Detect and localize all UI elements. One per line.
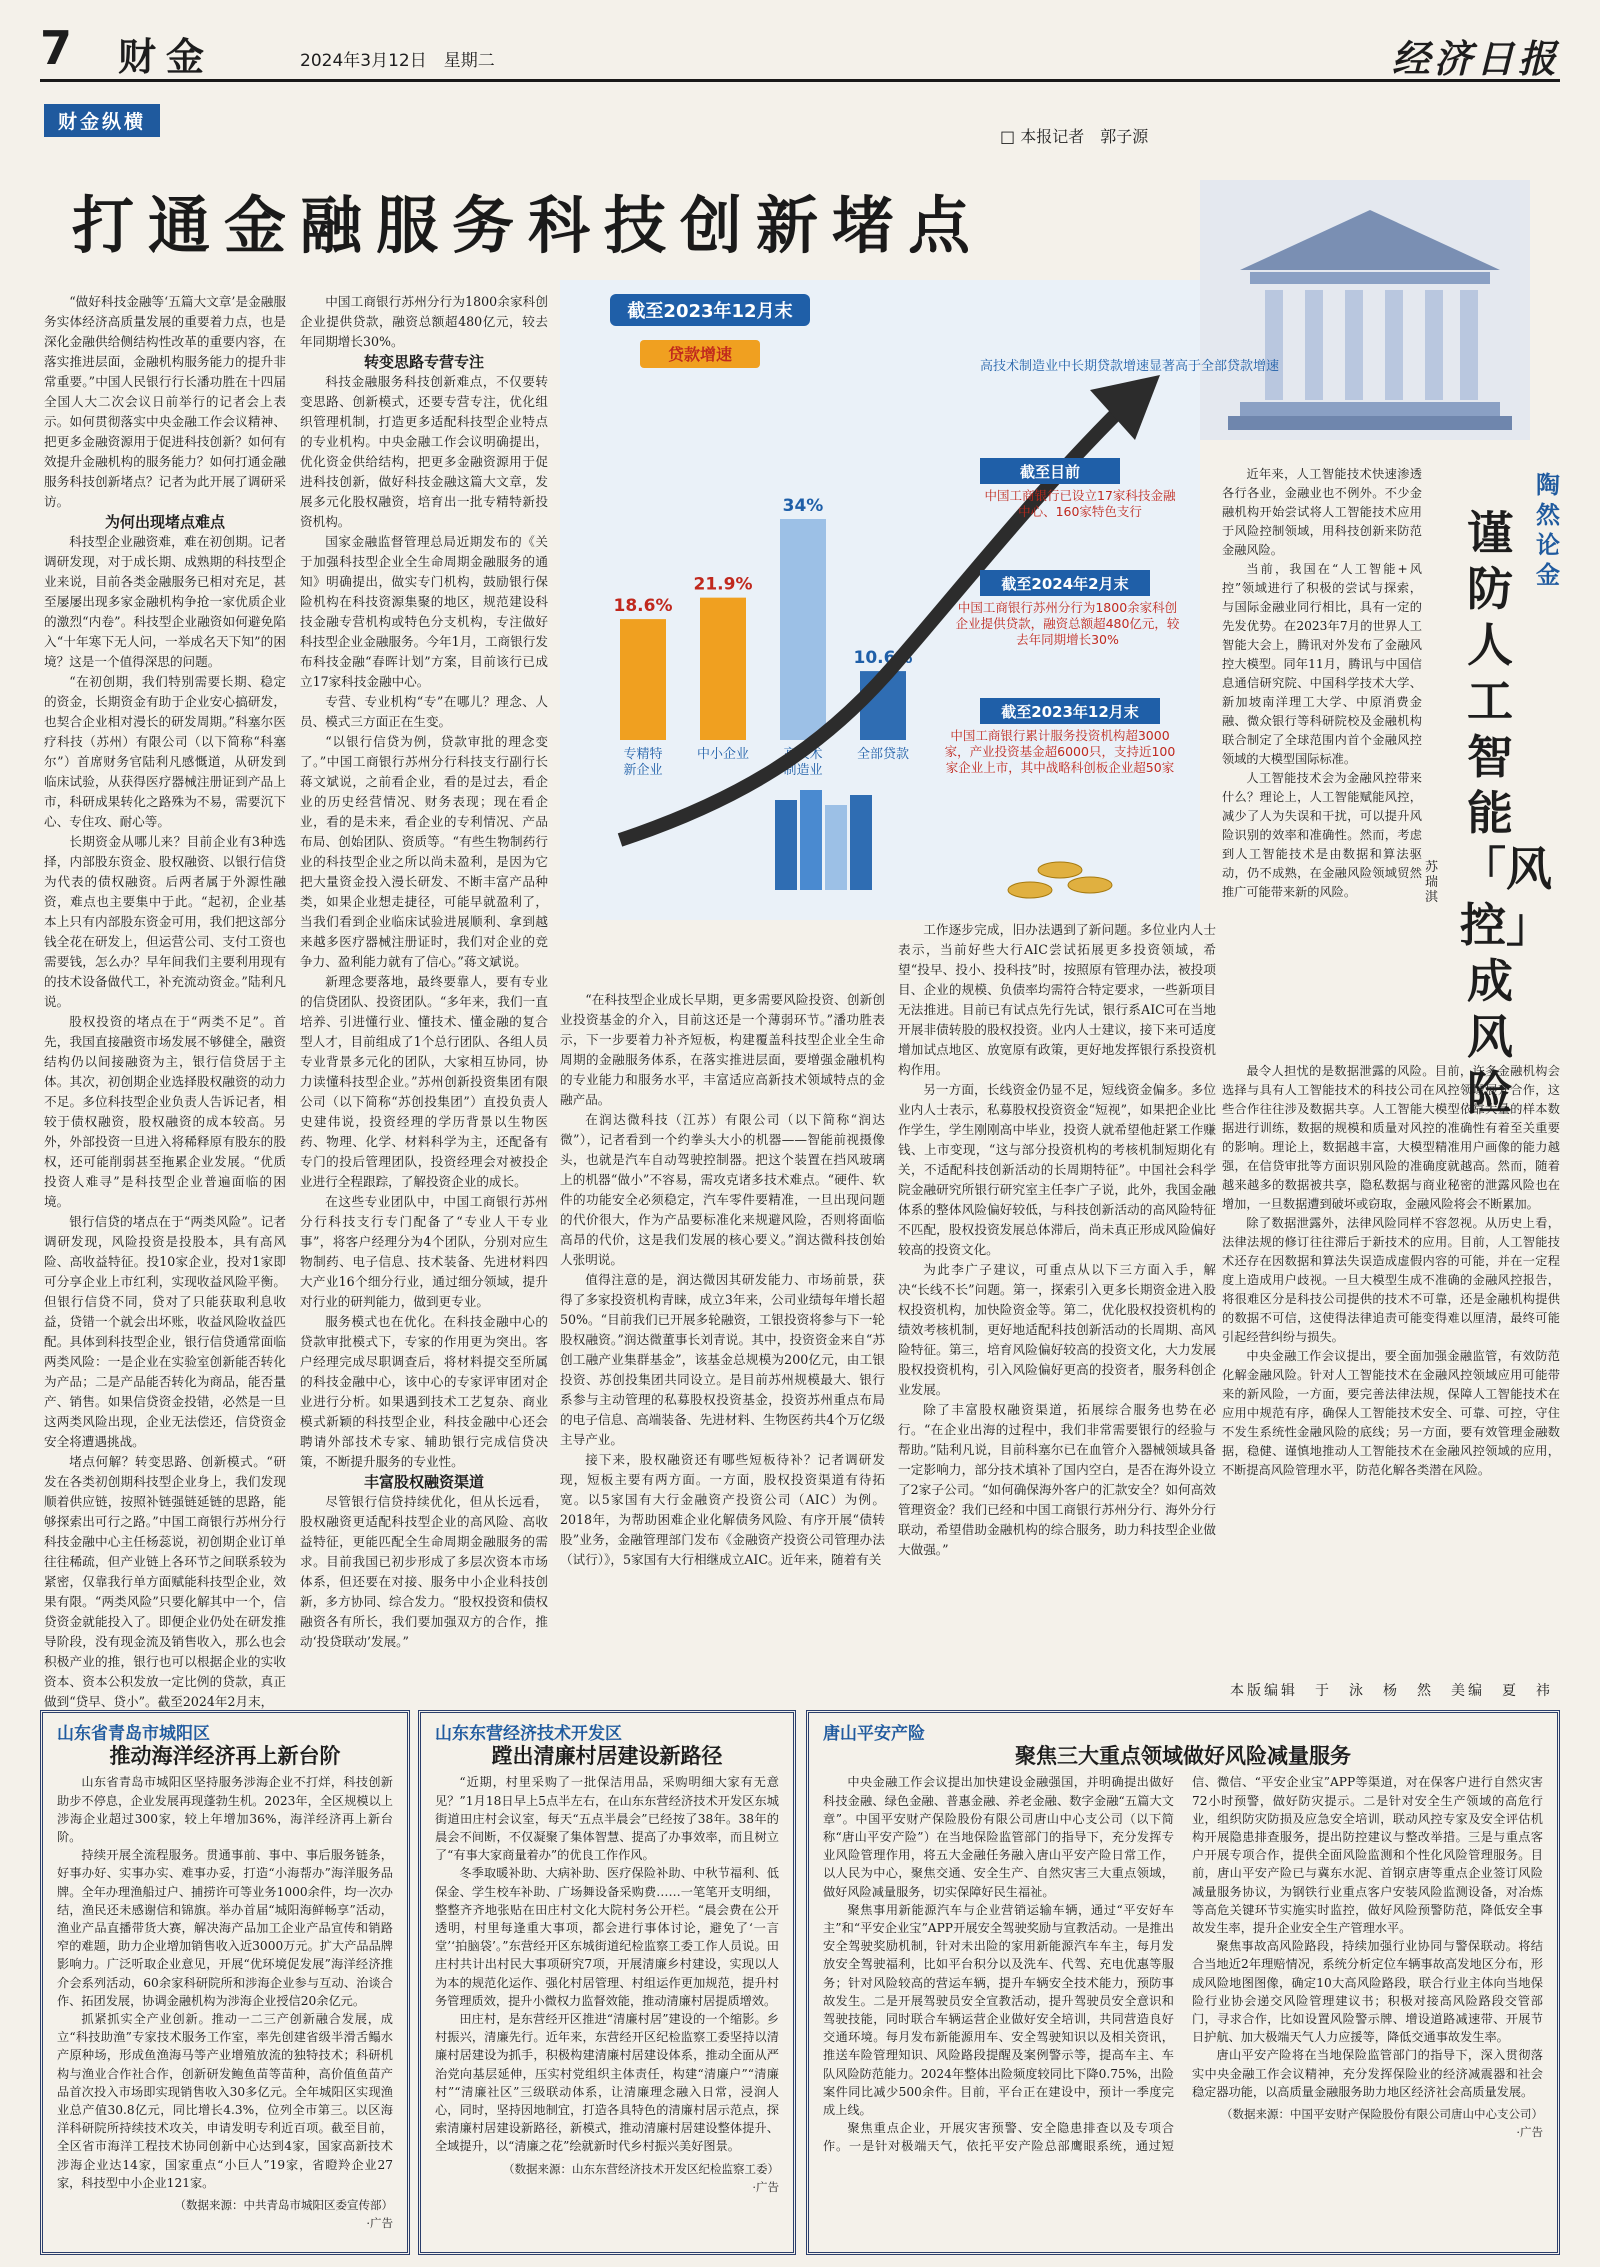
paragraph: 长期资金从哪儿来？目前企业有3种选择，内部股东资金、股权融资、以银行信贷为代表的债权融资。后两者属于外源性融资，难点也主要集中于此。“起初，企业基本上只有内部股东资金可用，我们把这部分钱全花在研发上，但运营公司、支付工资也需要钱，怎么办？早年间我们主要利用现有的技术设备做代工，补充流动资金。”陆利凡说。 [44, 834, 286, 1009]
paragraph: 股权投资的堵点在于“两类不足”。首先，我国直接融资市场发展不够健全，融资结构仍以间接融资为主，银行信贷居于主体。其次，初创期企业选择股权融资的动力不足。多位科技型企业负责人告诉记者，相较于债权融资，股权融资的成本较高。另外，外部投资一旦进入将稀释原有股东的股权，还可能削弱甚至拖累企业发展。“优质投资人难寻”是科技型企业普遍面临的困境。 [44, 1014, 286, 1209]
issue-date: 2024年3月12日 星期二 [300, 51, 495, 71]
paragraph: 在润达微科技（江苏）有限公司（以下简称“润达微”），记者看到一个约拳头大小的机器——智能前视摄像头，也就是汽车自动驾驶控制器。把这个装置在挡风玻璃上的机器“做小”不容易，需攻克诸多技术难点。“硬件、软件的功能安全必须稳定，汽车零件要精准，一旦出现问题的代价很大，作为产品要标准化来规避风险，否则将面临高昂的代价，这是我们发展的核心要义。”润达微科技创始人张明说。 [560, 1112, 885, 1267]
paragraph: 中央金融工作会议提出，要全面加强金融监管，有效防范化解金融风险。针对人工智能技术在金融风控领域应用可能带来的新风险，一方面，要完善法律法规，保障人工智能技术在应用中规范有序，确保人工智能技术安全、可靠、可控，守住不发生系统性金融风险的底线；另一方面，要有效管理金融数据，稳健、谨慎地推动人工智能技术在金融风控领域的应用，不断提高风险管理水平，防范化解各类潜在风险。 [1222, 1349, 1560, 1477]
masthead [40, 22, 1560, 82]
paragraph: “做好科技金融等‘五篇大文章’是金融服务实体经济高质量发展的重要着力点，也是深化金融供给侧结构性改革的重要内容，在落实推进层面，金融机构服务能力的提升非常重要。”中国人民银行行长潘功胜在十四届全国人大二次会议日前举行的记者会上表示。如何贯彻落实中央金融工作会议精神、把更多金融资源用于促进科技创新？如何有效提升金融机构的服务能力？如何打通金融服务科技创新堵点？记者为此开展了调研采访。 [44, 294, 286, 509]
bar-value-label-2: 34% [782, 496, 824, 516]
ad-paragraph: 持续开展全流程服务。贯通事前、事中、事后服务链条，好事办好、实事办实、难事办妥，打造“小海帮办”海洋服务品牌。全年办理渔船过户、捕捞许可等业务1000余件，均一次办结，渔民还未感谢信和锦旗。举办首届“城阳海鲜畅享”活动，渔业产品直播带货大赛，解决海产品加工企业产品宣传和销路窄的难题，助力企业增加销售收入近3000万元。扩大产品品牌影响力。广泛听取企业意见，开展“优环境促发展”海洋经济推介会系列活动，60余家科研院所和涉海企业参与互动、治谈合作、拓团发展，协调金融机构为涉海企业授信20余亿元。 [57, 1848, 393, 2008]
ad-region: 山东东营经济技术开发区 [435, 1724, 622, 1744]
bar-value-label-0: 18.6% [613, 596, 673, 617]
headline: 打通金融服务科技创新堵点 [72, 189, 985, 262]
paragraph: 近年来，人工智能技术快速渗透各行各业，金融业也不例外。不少金融机构开始尝试将人工智能技术应用于风险控制领域，用科技创新来防范金融风险。 [1222, 467, 1422, 557]
ad-paragraph: 聚焦事故高风险路段，持续加强行业协同与警保联动。将结合当地近2年理赔情况，系统分析定位车辆事故高发地区分布，形成风险地图图像，确定10大高风险路段，联合行业主体向当地保险行业协会递交风险管理建议书；积极对接高风险路段交管部门，寻求合作，比如设置风险警示牌、增设道路减速带、开展节日护航、加大极端天气人力应援等，降低交通事故发生率。 [1192, 1939, 1543, 2045]
bar-value-label-3: 10.6% [853, 648, 913, 669]
commentary-title: 谨防人工智能「风控」成风险 [1460, 506, 1552, 1120]
graphic-note: 高技术制造业中长期贷款增速显著高于全部贷款增速 [980, 359, 1280, 374]
ad-source: （数据来源：山东东营经济技术开发区纪检监察工委） [503, 2161, 779, 2176]
commentary-tag: 陶然论金 [1536, 471, 1560, 589]
ad-tag: ·广告 [366, 2216, 393, 2231]
paragraph: 国家金融监督管理总局近期发布的《关于加强科技型企业全生命周期金融服务的通知》明确提出，做实专门机构，鼓励银行保险机构在科技资源集聚的地区，规范建设科技金融专营机构或特色分支机构，专注做好科技型企业金融服务。今年1月，工商银行发布科技金融“春晖计划”方案，目前该行已成立17家科技金融中心。 [300, 534, 548, 689]
bar-category-label-3: 全部贷款 [856, 747, 910, 762]
bar-category-label-1: 中小企业 [696, 747, 750, 762]
paragraph: 人工智能技术会为金融风控带来什么？理论上，人工智能赋能风控，减少了人为失误和干扰，可以提升风险识别的效率和准确性。然而，考虑到人工智能技术是由数据和算法驱动，仍不成熟，在金融风险领域贸然推广可能带来新的风险。 [1222, 771, 1422, 899]
bar-category-label-2: 高技术制造业 [783, 747, 823, 778]
ad-tag: ·广告 [1516, 2125, 1543, 2140]
ad-title: 推动海洋经济再上新台阶 [109, 1744, 341, 1769]
bank-building-illustration [1180, 140, 1560, 460]
paragraph: 中国工商银行苏州分行为1800余家科创企业提供贷款，融资总额超480亿元，较去年同期增长30%。 [300, 294, 548, 349]
paragraph: 在这些专业团队中，中国工商银行苏州分行科技支行专门配备了“专业人干专业事”，将客户经理分为4个团队，分别对应生物制药、电子信息、技术装备、先进材料四大产业16个细分行业，通过细分领域，提升对行业的研判能力，做到更专业。 [300, 1194, 548, 1309]
column-label: 财金纵横 [44, 104, 160, 137]
paragraph: “在科技型企业成长早期，更多需要风险投资、创新创业投资基金的介入，目前这还是一个薄弱环节。”潘功胜表示，下一步要着力补齐短板，构建覆盖科技型企业全生命周期的金融服务体系，在落实推进层面，要增强金融机构的专业能力和服务水平，丰富适应高新技术领域特点的金融产品。 [560, 992, 885, 1107]
paragraph: 最令人担忧的是数据泄露的风险。目前，许多金融机构会选择与具有人工智能技术的科技公司在风控领域展开合作，这些合作往往涉及数据共享。人工智能大模型依靠大量的样本数据进行训练，数据的规模和质量对风控的准确性有着至关重要的影响。理论上，数据越丰富，大模型精准用户画像的能力越强，在信贷审批等方面识别风险的准确度就越高。然而，随着越来越多的数据被共享，隐私数据与商业秘密的泄露风险也在增加，一旦数据遭到破坏或窃取，金融风险将会不断累加。 [1222, 1064, 1560, 1211]
paragraph: 为此李广子建议，可重点从以下三方面入手，解决“长线不长”问题。第一，探索引入更多长期资金进入股权投资机构，加快险资金等。第二，优化股权投资机构的绩效考核机制，更好地适配科技创新活动的长周期、高风险特征。第三，培育风险偏好较高的投资文化，大力发展股权投资机构，引入风险偏好更高的投资者，服务科创企业发展。 [898, 1262, 1216, 1397]
page-number: 7 [40, 21, 73, 75]
ad-box-qingdao [40, 1710, 410, 2255]
bar-0 [620, 619, 666, 740]
ad-paragraph: 田庄村，是东营经开区推进“清廉村居”建设的一个缩影。乡村振兴，清廉先行。近年来，东营经开区纪检监察工委坚持以清廉村居建设为抓手，积极构建清廉村居建设体系，推动全面从严治党向基层延伸，压实村党组织主体责任，构建“清廉户”“清廉村”“清廉社区”三级联动体系，让清廉理念融入日常，浸润人心，同时，坚持因地制宜，打造各具特色的清廉村居示范点，探索清廉村居建设新路径，新模式，推动清廉村居建设整体提升、全域提升，以“清廉之花”绘就新时代乡村振兴美好图景。 [435, 2012, 779, 2154]
article-column-3 [560, 990, 885, 1680]
paragraph: 除了数据泄露外，法律风险同样不容忽视。从历史上看，法律法规的修订往往滞后于新技术的应用。目前，人工智能技术还存在因数据和算法失误造成虚假内容的可能，并在一定程度上造成用户歧视。一旦大模型生成不准确的金融风控报告，将很难区分是科技公司提供的技术不可靠，还是金融机构提供的数据不可信，这使得法律追责可能变得难以厘清，最终可能引起经营纠纷与损失。 [1222, 1216, 1560, 1344]
paragraph: 尽管银行信贷持续优化，但从长远看，股权融资更适配科技型企业的高风险、高收益特征，更能匹配全生命周期金融服务的需求。目前我国已初步形成了多层次资本市场体系，但还要在对接、服务中小企业科技创新，多方协同、综合发力。“股权投资和债权融资各有所长，我们要加强双方的合作，推动‘投贷联动’发展。” [300, 1494, 548, 1649]
paragraph: 专营、专业机构“专”在哪儿？理念、人员、模式三方面正在生变。 [300, 694, 548, 729]
ad-paragraph: 中央金融工作会议提出加快建设金融强国，并明确提出做好科技金融、绿色金融、普惠金融、养老金融、数字金融“五篇大文章”。中国平安财产保险股份有限公司唐山中心支公司（以下简称“唐山平安产险”）在当地保险监管部门的指导下，充分发挥专业风险管理作用，将五大金融任务融入唐山平安产险日常工作，以人民为中心，聚焦交通、安全生产、自然灾害三大重点领域，做好风险减量服务，切实保障好民生福祉。 [823, 1775, 1174, 1899]
paragraph: 堵点何解？转变思路、创新模式。“研发在各类初创期科技型企业身上，我们发现顺着供应链，按照补链强链延链的思路，能够探索出可行之路。”中国工商银行苏州分行科技金融中心主任杨蕊说，初创期企业订单往往稀疏，但产业链上各环节之间联系较为紧密，仅靠我行单方面赋能科技型企业，效果有限。“两类风险”只要化解其中一个，信贷资金就能投入了。即便企业仍处在研发推导阶段，没有现金流及销售收入，那么也会积极产业的推，银行也可以根据企业的实收资本、资本公积发放一定比例的贷款，真正做到“贷早、贷小”。截至2024年2月末， [44, 1454, 286, 1709]
ad-source: （数据来源：中国平安财产保险股份有限公司唐山中心支公司） [1221, 2107, 1543, 2122]
ad-title: 蹚出清廉村居建设新路径 [491, 1744, 723, 1769]
loan-growth-chart [560, 280, 1280, 920]
ad-region: 山东省青岛市城阳区 [57, 1724, 210, 1744]
chart-title: 贷款增速 [667, 345, 733, 364]
ad-box-dongying [418, 1710, 796, 2255]
milestone-1-text: 中国工商银行已设立17家科技金融中心、160家特色支行 [984, 488, 1176, 519]
paragraph: 值得注意的是，润达微因其研发能力、市场前景，获得了多家投资机构青睐，成立3年来，公司业绩每年增长超50%。“目前我们已开展多轮融资，工银投资将参与下一轮股权融资。”润达微董事长刘青说。其中，投资资金来自“苏创工融产业集群基金”，该基金总规模为200亿元，由工银投资、苏创投集团共同设立。是目前苏州规模最大、银行系参与主动管理的私募股权投资基金，投资苏州重点布局的电子信息、高端装备、先进材料、生物医药共4个万亿级主导产业。 [560, 1272, 885, 1447]
commentary-author: 苏瑞淇 [1425, 860, 1439, 905]
infographic [560, 280, 1280, 920]
paragraph: 另一方面，长线资金仍显不足，短线资金偏多。多位业内人士表示，私募股权投资资金“短视”，如果把企业比作学生，学生刚刚高中毕业，投资人就希望他赶紧工作赚钱、上市变现，“这与部分投资机构的考核机制短期化有关，不适配科技创新活动的长周期特征”。中国社会科学院金融研究所银行研究室主任李广子说，此外，我国金融体系的整体风险偏好较低，与科技创新活动的高风险特征不匹配，股权投资发展总体滞后，尚未真正形成风险偏好较高的投资文化。 [898, 1082, 1216, 1257]
paragraph: “以银行信贷为例，贷款审批的理念变了。”中国工商银行苏州分行科技支行副行长蒋文斌说，之前看企业，看的是过去，看企业的历史经营情况、财务表现；现在看企业，看的是未来，看企业的专利情况、产品布局、创始团队、资质等。“有些生物制药行业的科技型企业之所以尚未盈利，是因为它把大量资金投入漫长研发、不断丰富产品种类，如果企业想走捷径，可能早就盈利了，当我们看到企业临床试验进展顺利、拿到越来越多医疗器械注册证时，我们对企业的竞争力、盈利能力就有了信心。”蒋文斌说。 [300, 734, 548, 969]
milestone-3-text: 中国工商银行累计服务投资机构超3000家，产业投资基金超6000只，支持近100家企业上市，其中战略科创板企业超50家 [944, 728, 1176, 775]
subheading: 丰富股权融资渠道 [363, 1473, 484, 1491]
paragraph: 新理念要落地，最终要靠人，要有专业的信贷团队、投资团队。“多年来，我们一直培养、引进懂行业、懂技术、懂金融的复合型人才，目前组成了1个总行团队、各组人员专业背景多元化的团队，大家相互协同，协力读懂科技型企业。”苏州创新投资集团有限公司（以下简称“苏创投集团”）直投负责人史建伟说，投资经理的学历背景以生物医药、物理、化学、材料科学为主，还配备有专门的投后管理团队，投资经理会对被投企业进行全程跟踪，了解投资企业的成长。 [300, 974, 548, 1189]
article-column-2 [300, 292, 548, 1682]
ad-paragraph: 冬季取暖补助、大病补助、医疗保险补助、中秋节福利、低保金、学生校车补助、广场舞设备采购费……一笔笔开支明细，整整齐齐地张贴在田庄村文化大院村务公开栏。“晨会费在公开透明，村里每逢重大事项，都会进行事体讨论，避免了‘一言堂’‘拍脑袋’。”东营经开区东城街道纪检监察工委工作人员说。田庄村共计出村民大事项研究7项，开展清廉乡村建设，实现以人为本的规范化运作、强化村居管理、村组运作更加规范，提升村务管理质效，提升小微权力监督效能，推动清廉村居提质增效。 [435, 1866, 779, 2008]
subheading: 为何出现堵点难点 [104, 513, 225, 531]
ad-paragraph: “近期，村里采购了一批保洁用品，采购明细大家有无意见？”1月18日早上5点半左右，在山东东营经济技术开发区东城街道田庄村会议室，每天“五点半晨会”已经按了38年。38年的晨会不间断，不仅凝聚了集体智慧、提高了办事效率，而且树立了“有事大家商量着办”的优良工作作风。 [435, 1775, 779, 1863]
paragraph: 服务模式也在优化。在科技金融中心的贷款审批模式下，专家的作用更为突出。客户经理完成尽职调查后，将材料提交至所属的科技金融中心，该中心的专家评审团对企业进行分析。如果遇到技术工艺复杂、商业模式新颖的科技型企业，科技金融中心还会聘请外部技术专家、辅助银行完成信贷决策，不断提升服务的专业性。 [300, 1314, 548, 1469]
paragraph: 工作逐步完成，旧办法遇到了新问题。多位业内人士表示，当前好些大行AIC尝试拓展更多投资领域，希望“投早、投小、投科技”时，按照原有管理办法，被投项目、企业的规模、负债率均需符合特定要求，一些新项目无法推进。目前已有试点先行先试，银行系AIC可在当地开展非债转股的股权投资。业内人士建议，接下来可适度增加试点地区、放宽原有政策，更好地发挥银行系投资机构作用。 [898, 922, 1216, 1077]
article-column-4 [898, 920, 1216, 1680]
byline: □ 本报记者 郭子源 [1000, 127, 1149, 146]
ad-source: （数据来源：中共青岛市城阳区委宣传部） [174, 2198, 393, 2213]
editors-credit: 本版编辑 于 泳 杨 然 美编 夏 祎 [1230, 1683, 1553, 1699]
bar-category-label-0: 专精特新企业 [623, 747, 663, 778]
paragraph: 银行信贷的堵点在于“两类风险”。记者调研发现，风险投资是投股本，具有高风险、高收益特征。投10家企业，投对1家即可分享企业上市红利，实现收益风险平衡。但银行信贷不同，贷对了只能获取利息收益，贷错一个就会出坏账，收益风险收益匹配。具体到科技型企业，银行信贷通常面临两类风险：一是企业在实验室创新能否转化为产品；二是产品能否转化为商品，能否量产、销售。如果信贷资金投错，必然是一旦这两类风险出现，企业无法偿还，信贷资金安全将遭遇挑战。 [44, 1214, 286, 1449]
paragraph: 当前，我国在“人工智能+风控”领域进行了积极的尝试与探索，与国际金融业同行相比，具有一定的先发优势。在2023年7月的世界人工智能大会上，腾讯对外发布了金融风控大模型。同年11月，腾讯与中国信息通信研究院、中国科学技术大学、新加坡南洋理工大学、中原消费金融、微众银行等科研院校及金融机构联合制定了全球范围内首个金融风控领域的大模型国际标准。 [1222, 562, 1422, 766]
ad-paragraph: 抓紧抓实全产业创新。推动一二三产创新融合发展，成立“科技助渔”专家技术服务工作室，率先创建省级半滑舌鳎水产原种场，形成鱼渔海马等产业增殖放流的独特技术；科研机构与渔业合作社合作，创新研发鲍鱼苗等苗种，高价值鱼苗产品首次投入市场即实现销售收入30多亿元。全年城阳区实现渔业总产值30.8亿元，同比增长4.3%，位列全市第三。以区海洋科研院所持续技术攻关，申请发明专利近百项。截至目前，全区省市海洋工程技术协同创新中心达到4家，国家高新技术涉海企业达14家，国家重点“小巨人”19家，省瞪羚企业27家，科技型中小企业121家。 [57, 2012, 393, 2190]
newspaper-logo: 经济日报 [1391, 36, 1560, 81]
ad-paragraph: 聚焦重点企业，开展灾害预警、安全隐患排查以及专项合作。一是针对极端天气，依托平安产险总部鹰眼系统，通过短信、微信、“平安企业宝”APP等渠道，对在保客户进行自然灾害72小时预警，做好防灾提示。二是针对安全生产领域的高危行业，组织防灾防损及应急安全培训，联动风控专家及安全评估机构开展隐患排查服务，提出防控建议与整改举措。三是与重点客户开展专项合作，提供全面风险监测和个性化风险管理服务。目前，唐山平安产险已与冀东水泥、首钢京唐等重点企业签订风险减量服务协议，为钢铁行业重点客户安装风险监测设备，对冶炼等高危关键环节实施实时监控，做好风险预警防范，降低安全事故发生率，提升企业安全生产管理水平。 [823, 1775, 1543, 2154]
paragraph: “在初创期，我们特别需要长期、稳定的资金，长期资金有助于企业安心搞研发，也契合企业相对漫长的研发周期。”科塞尔医疗科技（苏州）有限公司（以下简称“科塞尔”）首席财务官陆利凡感慨道，从研发到临床试验，从获得医疗器械注册证到产品上市，科研成果转化之路殊为不易，需要沉下心、专住攻、耐心等。 [44, 674, 286, 829]
ad-paragraph: 聚焦事用新能源汽车与企业营销运输车辆，通过“平安好车主”和“平安企业宝”APP开展安全驾驶奖励与宣教活动。一是推出安全驾驶奖励机制，针对未出险的家用新能源汽车车主，每月发放安全驾驶福利，比如平台积分以及洗车、代驾、充电优惠等服务；针对风险较高的营运车辆，提升车辆安全技术能力，预防事故发生。二是开展驾驶员安全宣教活动，提升驾驶员安全意识和驾驶技能，同时联合车辆运营企业做好安全培训，共同营造良好交通环境。每月发布新能源用车、安全驾驶知识以及相关资讯，推送车险管理知识、风险路段提醒及案例警示等，提高车主、车队风险防范能力。2024年整体出险频度较同比下降0.75%，出险案件同比减少500余件。目前，平台正在建设中，预计一季度完成上线。 [823, 1902, 1174, 2118]
paragraph: 接下来，股权融资还有哪些短板待补？记者调研发现，短板主要有两方面。一方面，股权投资渠道有待拓宽。以5家国有大行金融资产投资公司（AIC）为例。2018年，为帮助困难企业化解债务风险、有序开展“债转股”业务，金融管理部门发布《金融资产投资公司管理办法（试行）》，5家国有大行相继成立AIC。近年来，随着有关 [560, 1452, 885, 1567]
milestone-1-title: 截至目前 [1019, 463, 1081, 481]
ad-tag: ·广告 [752, 2179, 779, 2194]
graphic-heading: 截至2023年12月末 [627, 301, 793, 322]
paragraph: 科技型企业融资难，难在初创期。记者调研发现，对于成长期、成熟期的科技型企业来说，目前各类金融服务已相对充足，甚至屡屡出现多家金融机构争抢一家优质企业的激烈“内卷”。科技型企业融资如何避免陷入“十年寒下无人问，一举成名天下知”的困境？这是一个值得深思的问题。 [44, 534, 286, 669]
ad-paragraph: 山东省青岛市城阳区坚持服务涉海企业不打烊，科技创新助步不停息，企业发展再现蓬勃生机。2023年，全区规模以上涉海企业超过300家，较上年增加36%，海洋经济再上新台阶。 [57, 1775, 393, 1845]
commentary-body-bottom [1222, 1062, 1560, 1672]
article-column-1 [44, 292, 286, 1709]
paragraph: 除了丰富股权融资渠道，拓展综合服务也势在必行。“在企业出海的过程中，我们非常需要银行的经验与帮助。”陆利凡说，目前科塞尔已在血管介入器械领域具备一定影响力，部分技术填补了国内空白，是否在海外设立了2家子公司。“如何确保海外客户的汇款安全？如何高效管理资金？我们已经和中国工商银行苏州分行、海外分行联动，希望借助金融机构的综合服务，助力科技型企业做大做强。” [898, 1402, 1216, 1557]
commentary-body-top [1222, 465, 1422, 1055]
subheading: 转变思路专营专注 [363, 353, 484, 371]
milestone-2-title: 截至2024年2月末 [1001, 575, 1129, 593]
ad-paragraph: 唐山平安产险将在当地保险监管部门的指导下，深入贯彻落实中央金融工作会议精神，充分发挥保险业的经济减震器和社会稳定器功能，以高质量金融服务助力地区经济社会高质量发展。 [1192, 2048, 1543, 2099]
ad-box-tangshan [806, 1710, 1560, 2255]
paragraph: 科技金融服务科技创新难点，不仅要转变思路、创新模式，还要专营专注，优化组织管理机制，打造更多适配科技型企业特点的专业机构。中央金融工作会议明确提出，优化资金供给结构，把更多金融资源用于促进科技创新，做好科技金融这篇大文章，发展多元化股权融资，培育出一批专精特新投资机构。 [300, 374, 548, 529]
milestone-2-text: 中国工商银行苏州分行为1800余家科创企业提供贷款，融资总额超480亿元，较去年同期增长30% [955, 600, 1180, 647]
section-name: 财金 [118, 35, 215, 79]
svg-text:高技术制造业中长期贷款增速显著高于全部贷款增速 [980, 358, 1279, 374]
bar-2 [780, 519, 826, 740]
ad-region: 唐山平安产险 [823, 1724, 925, 1744]
bar-value-label-1: 21.9% [693, 574, 753, 595]
bar-1 [700, 598, 746, 740]
ad-title: 聚焦三大重点领域做好风险减量服务 [1015, 1744, 1351, 1769]
milestone-3-title: 截至2023年12月末 [1001, 703, 1139, 721]
